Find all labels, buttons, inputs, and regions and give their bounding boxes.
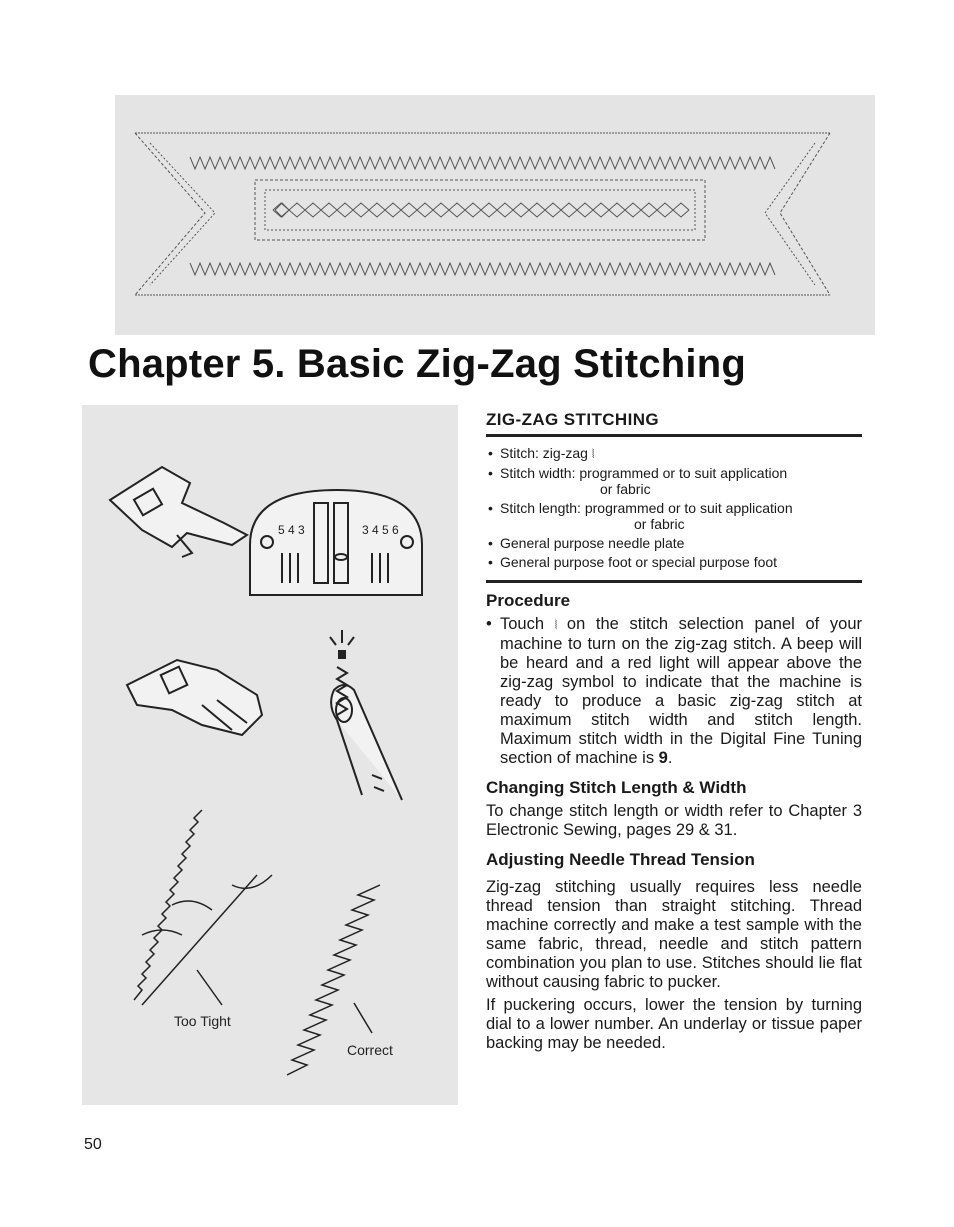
needle-plate-icon [250,490,422,595]
zigzag-presser-foot-icon [110,467,247,557]
tension-heading: Adjusting Needle Thread Tension [486,850,755,869]
finger-touch-icon [331,685,402,800]
chapter-title: Chapter 5. Basic Zig-Zag Stitching [88,342,746,386]
page-number: 50 [84,1136,102,1153]
plate-left-numbers: 5 4 3 [278,523,305,537]
content-column [486,410,862,1053]
stitch-specs-list [486,445,862,570]
zigzag-symbol-icon: ⦚ [591,447,594,461]
spec-stitch: • Stitch: zig-zag ⦚ [486,445,862,462]
general-purpose-foot-icon [127,660,262,735]
section-divider [486,580,862,583]
bottom-zigzag-row [190,263,775,275]
procedure-text: • Touch ⦚ on the stitch selection panel of your machine to turn on the zig-zag stitch. A beep will be heard and a red light will appear above the zig-zag symbol to indicate that the machine is ready to produce a basic zig-zag stitch at maximum stitch width and stitch length. Maximum stitch width in the Digital Fine Tuning section of machine is 9. [486,615,862,768]
decorative-banner [115,95,875,335]
indicator-light-icon [330,630,354,658]
spec-stitch-width: • Stitch width: programmed or to suit application or fabric [486,465,862,497]
too-tight-label: Too Tight [174,1013,231,1029]
changing-text: To change stitch length or width refer to Chapter 3 Electronic Sewing, pages 29 & 31. [486,802,862,839]
sewing-illustration [82,405,458,1105]
zigzag-symbol-icon: ⦚ [554,618,557,632]
tension-text-1: Zig-zag stitching usually requires less needle thread tension than straight stitching. Thread machine correctly and make a test sample with the same fabric, thread, needle and stitch pattern combination you plan to use. Stitches should lie flat without causing fabric to pucker. [486,878,862,991]
correct-label: Correct [347,1042,393,1058]
spec-needle-plate: • General purpose needle plate [486,535,862,551]
top-zigzag-row [190,157,775,169]
tension-text-2: If puckering occurs, lower the tension by turning dial to a lower number. An underlay or tissue paper backing may be needed. [486,996,862,1052]
diamond-row [275,203,289,217]
zigzag-stitching-heading: ZIG-ZAG STITCHING [486,410,862,437]
zigzag-banner-graphic [115,95,875,335]
illustration-panel [82,405,458,1105]
changing-heading: Changing Stitch Length & Width [486,778,747,797]
plate-right-numbers: 3 4 5 6 [362,523,399,537]
procedure-heading: Procedure [486,591,571,610]
too-tight-stitch-sample [134,810,272,1005]
diamond-chain [273,203,689,217]
spec-foot: • General purpose foot or special purpose foot [486,554,862,570]
spec-stitch-length: • Stitch length: programmed or to suit application or fabric [486,500,862,532]
